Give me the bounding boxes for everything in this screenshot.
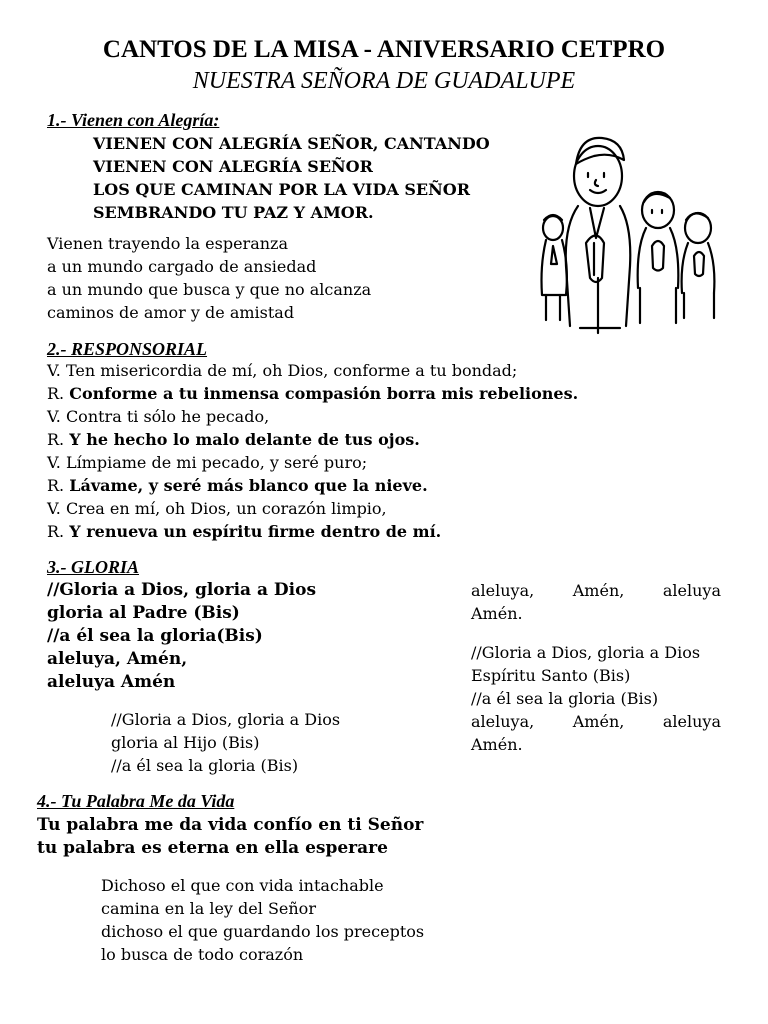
gloria-line: aleluya Amén bbox=[47, 672, 176, 692]
chorus-line: SEMBRANDO TU PAZ Y AMOR. bbox=[93, 203, 374, 222]
versicle-marker: V. bbox=[47, 453, 61, 472]
versicle-text: Límpiame de mi pecado, y seré puro; bbox=[65, 453, 368, 472]
gloria-father bbox=[47, 579, 316, 694]
chorus-line: tu palabra es eterna en ella esperare bbox=[37, 838, 388, 858]
gloria-line: Espíritu Santo (Bis) bbox=[471, 666, 631, 685]
response-marker: R. bbox=[47, 430, 65, 449]
gloria-line: //Gloria a Dios, gloria a Dios bbox=[471, 643, 701, 662]
refrain-line bbox=[471, 579, 721, 602]
gloria-line: gloria al Padre (Bis) bbox=[47, 603, 240, 623]
refrain-word: aleluya bbox=[662, 581, 721, 600]
verse-line: Vienen trayendo la esperanza bbox=[47, 234, 289, 253]
responsorial-lines bbox=[47, 359, 578, 543]
gloria-right-refrain-1 bbox=[471, 579, 721, 625]
section-2-heading: 2.- RESPONSORIAL bbox=[47, 339, 208, 359]
response-text: Conforme a tu inmensa compasión borra mis rebeliones. bbox=[69, 384, 579, 403]
gloria-line: //a él sea la gloria (Bis) bbox=[111, 756, 299, 775]
verse-line: camina en la ley del Señor bbox=[101, 899, 316, 918]
response-marker: R. bbox=[47, 384, 65, 403]
refrain-word: aleluya, bbox=[471, 581, 535, 600]
versicle-marker: V. bbox=[47, 499, 61, 518]
response-text: Lávame, y seré más blanco que la nieve. bbox=[69, 476, 428, 495]
versicle-text: Contra ti sólo he pecado, bbox=[65, 407, 270, 426]
refrain-line: Amén. bbox=[471, 735, 523, 754]
verse-line: lo busca de todo corazón bbox=[101, 945, 304, 964]
praying-people-illustration bbox=[528, 128, 728, 343]
refrain-line: Amén. bbox=[471, 604, 523, 623]
gloria-line: //a él sea la gloria (Bis) bbox=[471, 689, 659, 708]
section-4-chorus bbox=[37, 814, 423, 860]
responsorial-line bbox=[47, 405, 578, 428]
gloria-spirit bbox=[471, 641, 721, 756]
refrain-word: Amén, bbox=[572, 581, 625, 600]
chorus-line: VIENEN CON ALEGRÍA SEÑOR bbox=[93, 157, 373, 176]
document-title: CANTOS DE LA MISA - ANIVERSARIO CETPRO bbox=[102, 36, 666, 63]
section-1-verse bbox=[47, 232, 371, 324]
gloria-line: //Gloria a Dios, gloria a Dios bbox=[111, 710, 341, 729]
responsorial-line bbox=[47, 382, 578, 405]
refrain-line bbox=[471, 710, 721, 733]
document-subtitle: NUESTRA SEÑORA DE GUADALUPE bbox=[192, 68, 576, 94]
chorus-line: VIENEN CON ALEGRÍA SEÑOR, CANTANDO bbox=[93, 134, 490, 153]
responsorial-line bbox=[47, 497, 578, 520]
section-1-chorus bbox=[93, 132, 490, 224]
gloria-son bbox=[111, 708, 340, 777]
refrain-word: Amén, bbox=[572, 712, 625, 731]
responsorial-line bbox=[47, 520, 578, 543]
response-marker: R. bbox=[47, 476, 65, 495]
refrain-word: aleluya bbox=[662, 712, 721, 731]
verse-line: a un mundo que busca y que no alcanza bbox=[47, 280, 372, 299]
response-text: Y renueva un espíritu firme dentro de mí. bbox=[69, 522, 442, 541]
versicle-text: Ten misericordia de mí, oh Dios, conforme a tu bondad; bbox=[65, 361, 518, 380]
responsorial-line bbox=[47, 451, 578, 474]
verse-line: a un mundo cargado de ansiedad bbox=[47, 257, 317, 276]
gloria-line: gloria al Hijo (Bis) bbox=[111, 733, 260, 752]
versicle-text: Crea en mí, oh Dios, un corazón limpio, bbox=[65, 499, 387, 518]
responsorial-line bbox=[47, 428, 578, 451]
section-4-heading: 4.- Tu Palabra Me da Vida bbox=[37, 791, 235, 811]
section-3-heading: 3.- GLORIA bbox=[47, 557, 140, 577]
versicle-marker: V. bbox=[47, 407, 61, 426]
response-text: Y he hecho lo malo delante de tus ojos. bbox=[69, 430, 420, 449]
chorus-line: Tu palabra me da vida confío en ti Señor bbox=[37, 815, 424, 835]
chorus-line: LOS QUE CAMINAN POR LA VIDA SEÑOR bbox=[93, 180, 470, 199]
section-1-heading: 1.- Vienen con Alegría: bbox=[47, 110, 220, 130]
refrain-word: aleluya, bbox=[471, 712, 535, 731]
verse-line: Dichoso el que con vida intachable bbox=[101, 876, 384, 895]
section-4-verse bbox=[101, 874, 424, 966]
gloria-line: //a él sea la gloria(Bis) bbox=[47, 626, 263, 646]
responsorial-line bbox=[47, 474, 578, 497]
gloria-line: aleluya, Amén, bbox=[47, 649, 188, 669]
response-marker: R. bbox=[47, 522, 65, 541]
verse-line: caminos de amor y de amistad bbox=[47, 303, 295, 322]
responsorial-line bbox=[47, 359, 578, 382]
gloria-line: //Gloria a Dios, gloria a Dios bbox=[47, 580, 317, 600]
verse-line: dichoso el que guardando los preceptos bbox=[101, 922, 425, 941]
versicle-marker: V. bbox=[47, 361, 61, 380]
